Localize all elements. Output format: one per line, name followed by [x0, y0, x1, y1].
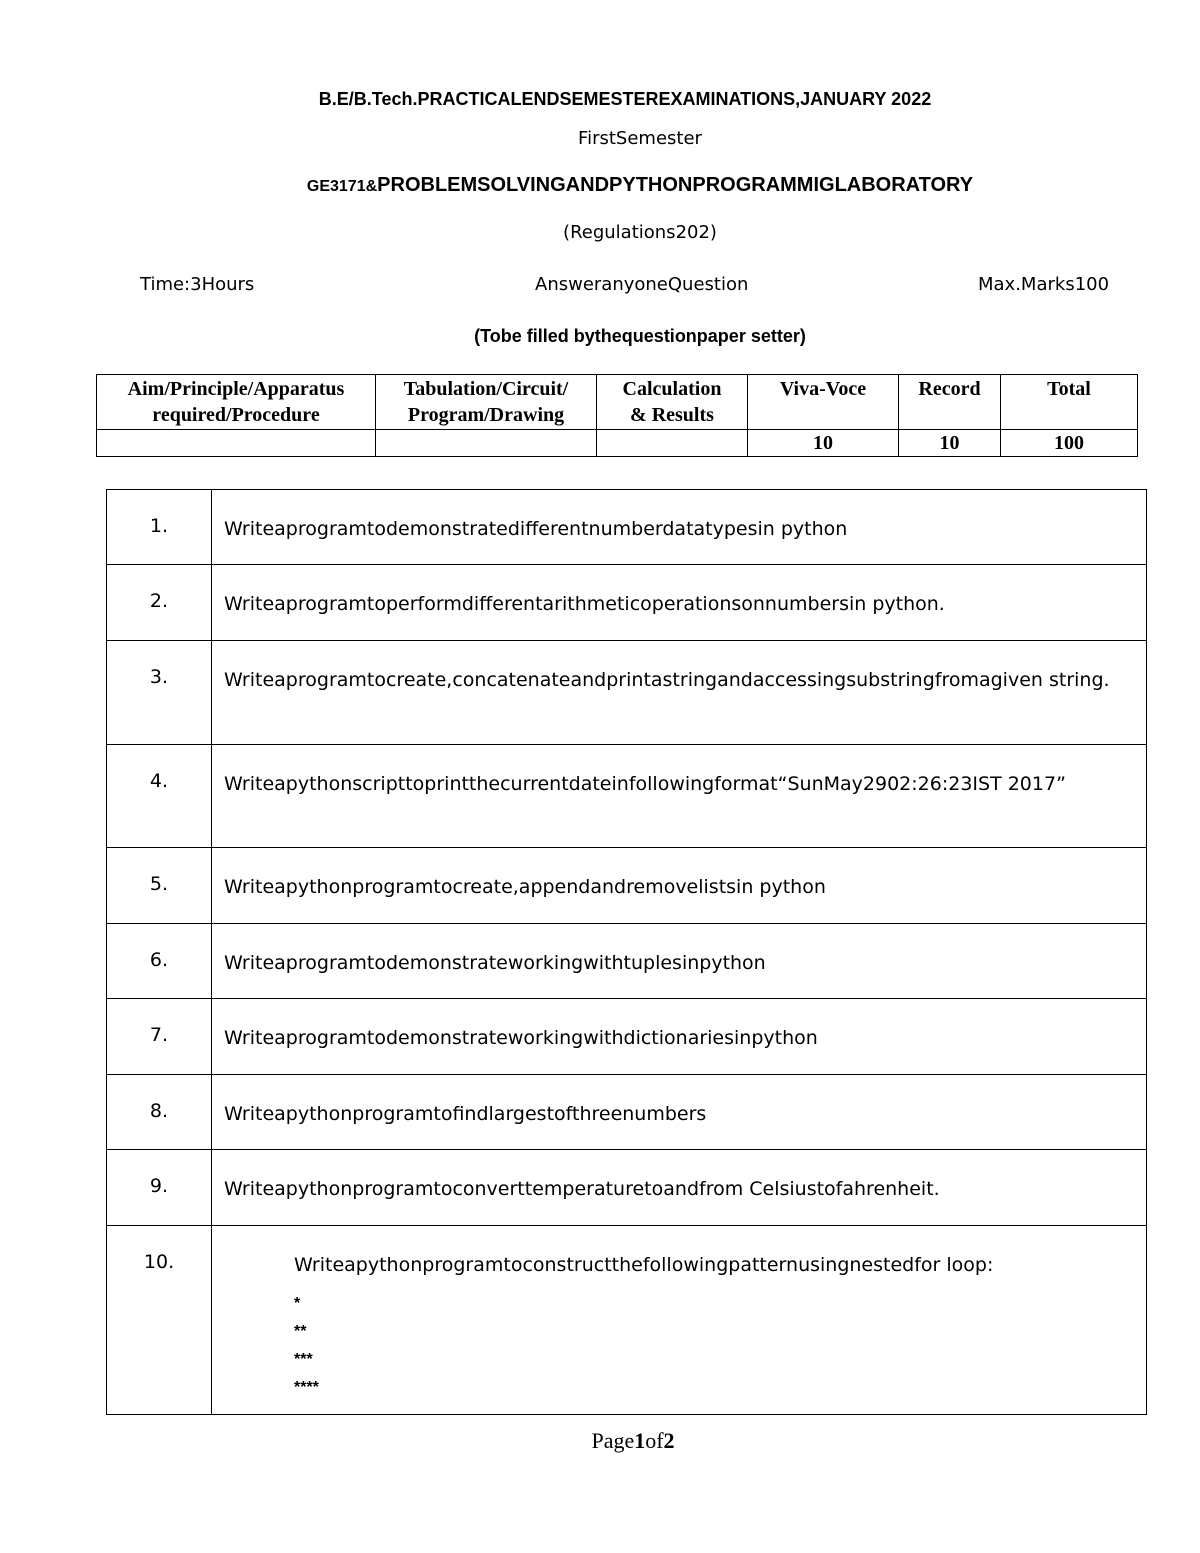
star-pattern	[294, 1290, 1138, 1402]
course-code: GE3171&	[306, 178, 378, 195]
marks-value-cell: 10	[748, 430, 899, 457]
course-name: PROBLEMSOLVINGANDPYTHONPROGRAMMIGLABORATORY	[377, 174, 974, 196]
marks-header-cell	[1001, 375, 1138, 430]
marks-header-line: Tabulation/Circuit/	[403, 378, 569, 400]
marks-header-line: required/Procedure	[152, 404, 320, 426]
marks-header-row	[97, 375, 1138, 430]
questions-table	[106, 489, 1147, 1415]
question-text: Writeapythonscripttoprintthecurrentdateinfollowingformat“SunMay2902:26:23IST 2017”	[212, 745, 1147, 848]
question-row	[107, 999, 1147, 1075]
question-text-cell	[212, 1226, 1147, 1415]
question-row	[107, 1075, 1147, 1150]
question-number: 1.	[107, 490, 212, 565]
pattern-line: ****	[294, 1379, 319, 1396]
marks-header-line: Total	[1047, 378, 1091, 400]
semester-label: FirstSemester	[578, 128, 702, 149]
question-text: Writeaprogramtocreate,concatenateandprintastringandaccessingsubstringfromagiven string.	[212, 641, 1147, 745]
question-row	[107, 745, 1147, 848]
setter-note: (Tobe filled bythequestionpaper setter)	[474, 326, 806, 346]
marks-header-cell	[899, 375, 1001, 430]
question-number: 10.	[107, 1226, 212, 1415]
page-label: Page	[591, 1428, 635, 1453]
question-text: Writeapythonprogramtocreate,appendandremovelistsin python	[212, 848, 1147, 924]
exam-title: B.E/B.Tech.PRACTICALENDSEMESTEREXAMINATIONS,JANUARY 2022	[318, 89, 932, 109]
question-text: Writeaprogramtodemonstratedifferentnumberdatatypesin python	[212, 490, 1147, 565]
question-text: Writeaprogramtodemonstrateworkingwithdictionariesinpython	[212, 999, 1147, 1075]
marks-header-line: & Results	[630, 404, 714, 426]
question-row	[107, 1226, 1147, 1415]
pattern-line: *	[294, 1295, 301, 1312]
pattern-line: ***	[294, 1351, 313, 1368]
question-number: 2.	[107, 565, 212, 641]
marks-header-line: Aim/Principle/Apparatus	[127, 378, 345, 400]
course-title	[0, 174, 1200, 197]
question-row	[107, 490, 1147, 565]
question-number: 5.	[107, 848, 212, 924]
question-row	[107, 565, 1147, 641]
max-marks: Max.Marks100	[978, 274, 1110, 295]
question-row	[107, 924, 1147, 999]
marks-header-line: Calculation	[622, 378, 722, 400]
marks-header-line: Program/Drawing	[407, 404, 565, 426]
marks-header-cell	[748, 375, 899, 430]
question-number: 4.	[107, 745, 212, 848]
question-row	[107, 1150, 1147, 1226]
marks-header-cell	[97, 375, 376, 430]
question-number: 3.	[107, 641, 212, 745]
question-row	[107, 848, 1147, 924]
marks-value-row	[97, 430, 1138, 457]
page-of: of	[645, 1428, 664, 1453]
pattern-line: **	[294, 1323, 307, 1340]
exam-instruction: AnsweranyoneQuestion	[535, 274, 749, 295]
question-text: Writeapythonprogramtoconstructthefollowingpatternusingnestedfor loop:	[294, 1254, 994, 1276]
marks-table	[96, 374, 1138, 457]
question-number: 7.	[107, 999, 212, 1075]
marks-header-cell	[597, 375, 748, 430]
regulations-label: (Regulations202)	[563, 222, 717, 243]
exam-time: Time:3Hours	[140, 274, 255, 295]
marks-value-cell	[597, 430, 748, 457]
question-number: 9.	[107, 1150, 212, 1226]
page-total: 2	[663, 1428, 675, 1453]
marks-value-cell	[97, 430, 376, 457]
marks-header-line: Record	[918, 378, 981, 400]
question-number: 8.	[107, 1075, 212, 1150]
marks-value-cell	[376, 430, 597, 457]
question-text: Writeapythonprogramtofindlargestofthreenumbers	[212, 1075, 1147, 1150]
page-current: 1	[634, 1428, 646, 1453]
page-footer	[0, 1428, 1200, 1454]
marks-value-cell: 100	[1001, 430, 1138, 457]
marks-value-cell: 10	[899, 430, 1001, 457]
question-text: Writeaprogramtodemonstrateworkingwithtuplesinpython	[212, 924, 1147, 999]
question-text: Writeapythonprogramtoconverttemperaturetoandfrom Celsiustofahrenheit.	[212, 1150, 1147, 1226]
question-row	[107, 641, 1147, 745]
marks-header-cell	[376, 375, 597, 430]
question-text: Writeaprogramtoperformdifferentarithmeticoperationsonnumbersin python.	[212, 565, 1147, 641]
question-number: 6.	[107, 924, 212, 999]
marks-header-line: Viva-Voce	[779, 378, 867, 400]
